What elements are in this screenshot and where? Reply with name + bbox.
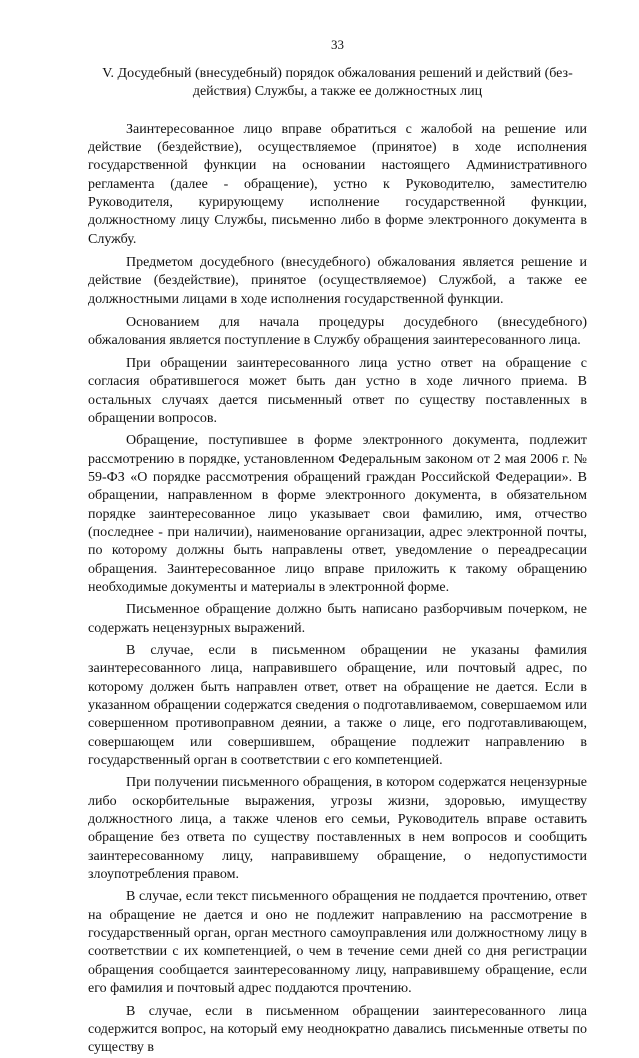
paragraph-offensive-language: При получении письменного обращения, в котором содержатся нецензурные либо оскорбительные выражения, угрозы жизни, здоровью, имуществу должностного лица, а также членов его семьи, Руководитель вправе оставить обращение без ответа по существу поставленных в нем вопросов и сообщить заинтересованному лицу, направившему обращение, о недопустимости злоупотребления правом. [88,775,587,883]
paragraph-repeated-question: В случае, если в письменном обращении заинтересованного лица содержится вопрос, на который ему неоднократно давались письменные ответы по существу в [88,1003,587,1056]
paragraph-grounds-for-procedure: Основанием для начала процедуры досудебного (внесудебного) обжалования является поступление в Службу обращения заинтересованного лица. [88,315,587,349]
section-heading [88,65,587,102]
section-heading-line-2: действия) Службы, а также ее должностных лиц [192,84,483,100]
paragraph-oral-appeal: При обращении заинтересованного лица устно ответ на обращение с согласия обратившегося может быть дан устно в ходе личного приема. В остальных случаях дается письменный ответ по существу поставленных в обращении вопросов. [88,355,587,426]
section-heading-line-1: V. Досудебный (внесудебный) порядок обжалования решений и действий (без- [102,66,573,81]
paragraph-complaint-right: Заинтересованное лицо вправе обратиться с жалобой на решение или действие (бездействие), осуществляемое (принятое) в ходе исполнения государственной функции на основании настоящего Административного регламента (далее - обращение), устно к Руководителю, заместителю Руководителя, курирующему исполнение государственной функции, должностному лицу Службы, письменно либо в форме электронного документа в Службу. [88,121,587,247]
page-number: 33 [331,37,344,52]
paragraph-subject-of-appeal: Предметом досудебного (внесудебного) обжалования является решение и действие (бездействие), принятое (осуществляемое) Службой, а также ее должностными лицами в ходе исполнения государственной функции. [88,255,587,307]
paragraph-illegible-text: В случае, если текст письменного обращения не поддается прочтению, ответ на обращение не дается и оно не подлежит направлению на рассмотрение в государственный орган, орган местного самоуправления или должностному лицу в соответствии с их компетенцией, о чем в течение семи дней со дня регистрации обращения сообщается заинтересованному лицу, направившему обращение, если его фамилия и почтовый адрес поддаются прочтению. [88,889,587,997]
paragraph-missing-name-address: В случае, если в письменном обращении не указаны фамилия заинтересованного лица, направившего обращение, или почтовый адрес, по которому должен быть направлен ответ, ответ на обращение не дается. Если в указанном обращении содержатся сведения о подготавливаемом, совершаемом или совершенном противоправном деянии, а также о лице, его подготавливающем, совершающем или совершившем, обращение подлежит направлению в государственный орган в соответствии с его компетенцией. [88,642,587,769]
paragraph-electronic-appeal: Обращение, поступившее в форме электронного документа, подлежит рассмотрению в порядке, установленном Федеральным законом от 2 мая 2006 г. № 59-ФЗ «О порядке рассмотрения обращений граждан Российской Федерации». В обращении, направленном в форме электронного документа, в обязательном порядке заинтересованное лицо указывает свои фамилию, имя, отчество (последнее - при наличии), наименование организации, адрес электронной почты, по которому должны быть направлены ответ, уведомление о переадресации обращения. Заинтересованное лицо вправе приложить к такому обращению необходимые документы и материалы в электронной форме. [88,433,587,595]
paragraph-legible-handwriting: Письменное обращение должно быть написано разборчивым почерком, не содержать нецензурных выражений. [88,602,587,636]
